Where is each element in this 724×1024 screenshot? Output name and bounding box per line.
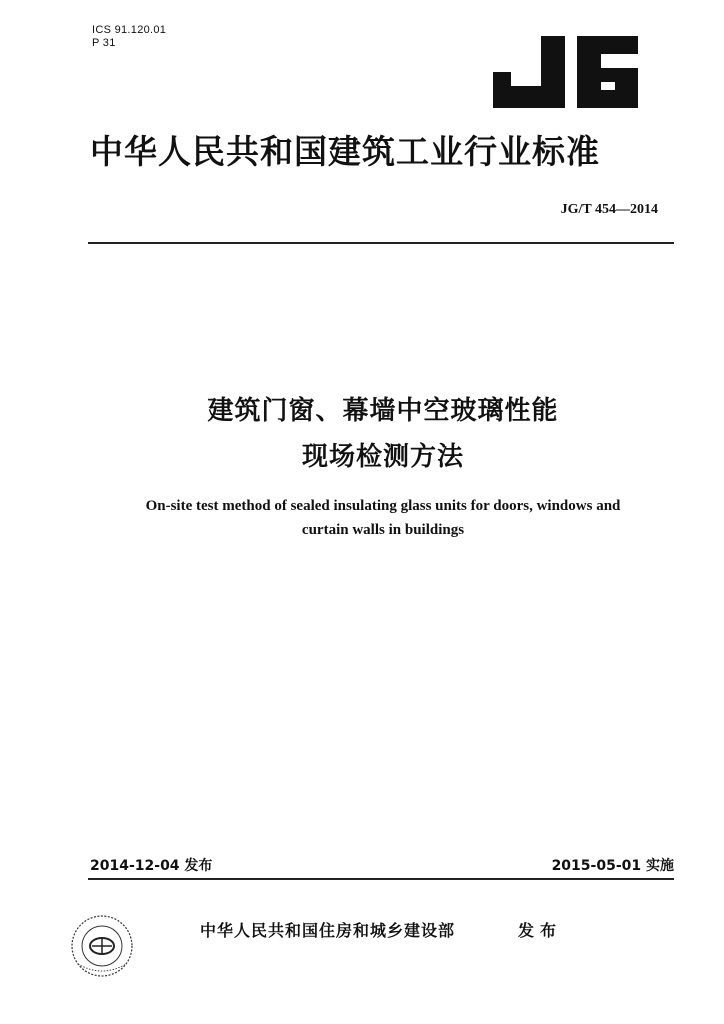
p-code: P 31 xyxy=(92,37,116,49)
bottom-divider xyxy=(88,878,674,880)
logo-g-top xyxy=(577,36,638,54)
logo-g-tongue xyxy=(601,68,621,82)
issue-date: 2014-12-04 发布 xyxy=(90,858,213,874)
english-title-line-2: curtain walls in buildings xyxy=(301,522,465,538)
library-stamp-icon xyxy=(64,912,140,982)
implementation-date: 2015-05-01 实施 xyxy=(551,858,674,874)
english-title-line-1: On-site test method of sealed insulating glass units for doors, windows and xyxy=(145,498,621,514)
industry-standard-title: 中华人民共和国建筑工业行业标准 xyxy=(90,132,600,171)
publisher-name: 中华人民共和国住房和城乡建设部 xyxy=(200,921,456,940)
logo-j-hook xyxy=(493,72,511,92)
standard-number: JG/T 454—2014 xyxy=(560,202,658,217)
chinese-title-line-2: 现场检测方法 xyxy=(301,442,464,472)
chinese-title-line-1: 建筑门窗、幕墙中空玻璃性能 xyxy=(207,396,559,426)
top-divider xyxy=(88,242,674,244)
release-label: 发布 xyxy=(518,921,563,940)
jg-logo xyxy=(493,36,638,108)
ics-code: ICS 91.120.01 xyxy=(92,24,167,36)
